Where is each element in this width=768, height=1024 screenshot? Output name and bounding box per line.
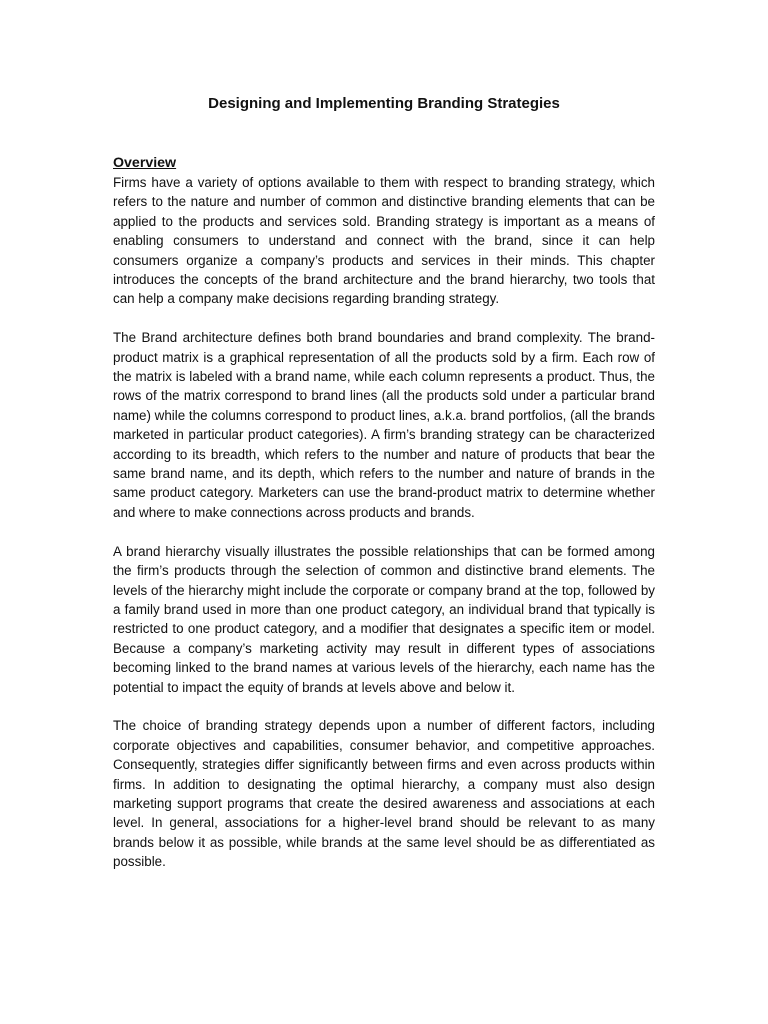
paragraph-branding-strategy: Firms have a variety of options available to them with respect to branding strategy, which refers to the nature and number of common and distinctive branding elements that can be applied to the products and services sold. Branding strategy is important as a means of enabling consumers to understand and connect with the brand, since it can help consumers organize a company’s products and services in their minds. This chapter introduces the concepts of the brand architecture and the brand hierarchy, two tools that can help a company make decisions regarding branding strategy. [113,175,655,307]
paragraph-brand-architecture: The Brand architecture defines both brand boundaries and brand complexity. The brand-product matrix is a graphical representation of all the products sold by a firm. Each row of the matrix is labeled with a brand name, while each column represents a product. Thus, the rows of the matrix correspond to brand lines (all the products sold under a particular brand name) while the columns correspond to product lines, a.k.a. brand portfolios, (all the brands marketed in particular product categories). A firm’s branding strategy can be characterized according to its breadth, which refers to the number and nature of products that bear the same brand name, and its depth, which refers to the number and nature of brands in the same product category. Marketers can use the brand-product matrix to determine whether and where to make connections across products and brands. [113,330,655,520]
paragraph-strategy-choice: The choice of branding strategy depends upon a number of different factors, including corporate objectives and capabilities, consumer behavior, and competitive approaches. Consequently, strategies differ significantly between firms and even across products within firms. In addition to designating the optimal hierarchy, a company must also design marketing support programs that create the desired awareness and associations at each level. In general, associations for a higher-level brand should be relevant to as many brands below it as possible, while brands at the same level should be as differentiated as possible. [113,718,655,870]
paragraph-brand-hierarchy: A brand hierarchy visually illustrates the possible relationships that can be formed among the firm’s products through the selection of common and distinctive brand elements. The levels of the hierarchy might include the corporate or company brand at the top, followed by a family brand used in more than one product category, an individual brand that typically is restricted to one product category, and a modifier that designates a specific item or model. Because a company’s marketing activity may result in different types of associations becoming linked to the brand names at various levels of the hierarchy, each name has the potential to impact the equity of brands at levels above and below it. [113,543,655,695]
section-heading-overview: Overview [113,155,177,171]
document-body [113,154,655,891]
document-title: Designing and Implementing Branding Strategies [208,95,560,112]
